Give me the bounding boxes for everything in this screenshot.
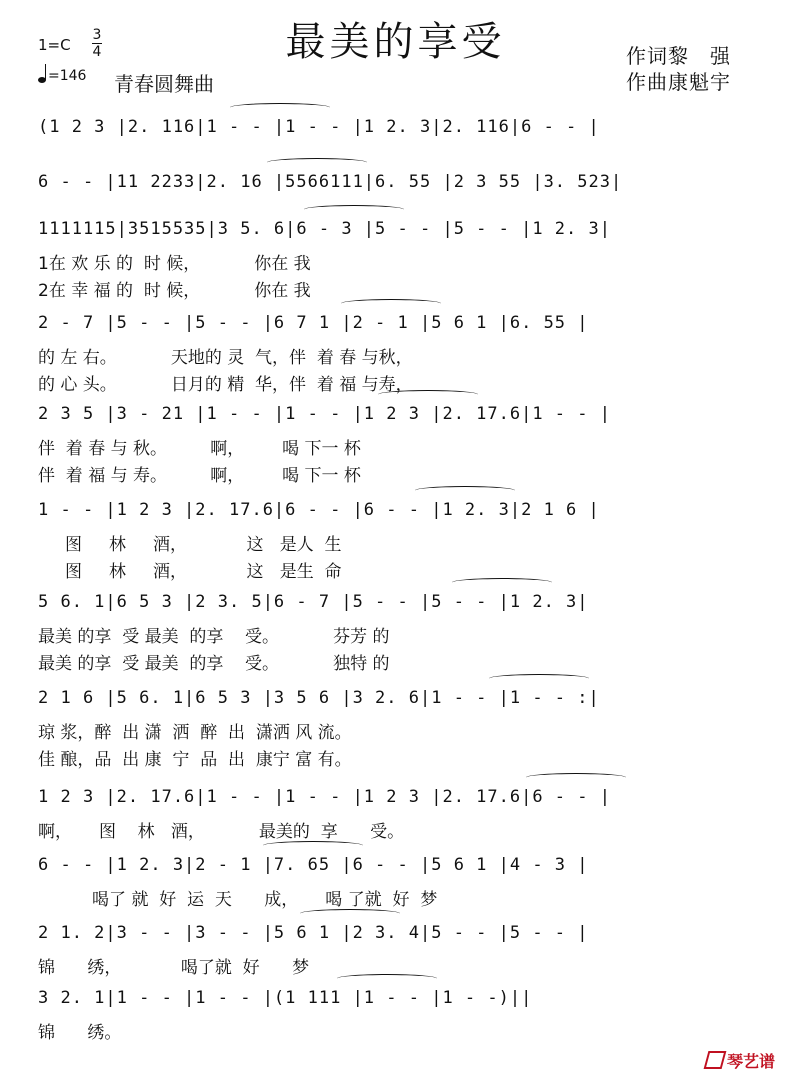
logo-icon xyxy=(704,1051,727,1069)
slur-mark xyxy=(489,674,589,683)
slur-mark xyxy=(267,158,367,167)
notation-row: 6 - - |11 2233|2. 16 |5566111|6. 55 |2 3 55 |3. 523| xyxy=(38,172,623,192)
notation-row: 2 - 7 |5 - - |5 - - |6 7 1 |2 - 1 |5 6 1 |6. 55 | xyxy=(38,313,589,333)
notation-row: 1 2 3 |2. 17.6|1 - - |1 - - |1 2 3 |2. 17.6|6 - - | xyxy=(38,787,611,807)
notation-row: 2 1 6 |5 6. 1|6 5 3 |3 5 6 |3 2. 6|1 - - |1 - - :| xyxy=(38,688,600,708)
lyric-line: 的 心 头。 日月的 精 华，伴 着 福 与寿， xyxy=(38,375,413,395)
lyric-line: 最美 的享 受 最美 的享 受。 独特 的 xyxy=(38,654,390,674)
song-title: 最美的享受 xyxy=(285,19,506,65)
style-label: 青春圆舞曲 xyxy=(114,72,214,96)
composer-credit: 作曲康魁宇 xyxy=(626,70,731,94)
slur-mark xyxy=(230,103,330,112)
lyric-line: 佳 酿，品 出 康 宁 品 出 康宁 富 有。 xyxy=(38,750,352,770)
notation-row: 1111115|3515535|3 5. 6|6 - 3 |5 - - |5 - - |1 2. 3| xyxy=(38,219,611,239)
lyric-line: 啊， 图 林 酒， 最美的 享 受。 xyxy=(38,822,405,842)
lyric-line: 喝了 就 好 运 天 成， 喝 了就 好 梦 xyxy=(38,890,438,910)
slur-mark xyxy=(300,909,400,918)
notation-row: 1 - - |1 2 3 |2. 17.6|6 - - |6 - - |1 2. 3|2 1 6 | xyxy=(38,500,600,520)
lyric-line: 伴 着 春 与 秋。 啊， 喝 下一 杯 xyxy=(38,439,361,459)
lyric-line: 2在 幸 福 的 时 候， 你在 我 xyxy=(38,281,311,301)
notation-row: 5 6. 1|6 5 3 |2 3. 5|6 - 7 |5 - - |5 - - |1 2. 3| xyxy=(38,592,589,612)
lyric-line: 图 林 酒， 这 是生 命 xyxy=(38,562,342,582)
lyric-line: 1在 欢 乐 的 时 候， 你在 我 xyxy=(38,254,311,274)
lyric-line: 锦 绣。 xyxy=(38,1023,122,1043)
lyric-line: 琼 浆，醉 出 潇 洒 醉 出 潇洒 风 流。 xyxy=(38,723,352,743)
time-sig-bottom: 4 xyxy=(92,44,102,60)
lyric-line: 最美 的享 受 最美 的享 受。 芬芳 的 xyxy=(38,627,390,647)
slur-mark xyxy=(452,578,552,587)
tempo-marking xyxy=(38,68,86,84)
lyric-line: 的 左 右。 天地的 灵 气，伴 着 春 与秋， xyxy=(38,348,413,368)
tempo-value: =146 xyxy=(48,68,87,84)
slur-mark xyxy=(337,974,437,983)
watermark-text: 琴艺谱 xyxy=(726,1052,775,1071)
lyric-line: 图 林 酒， 这 是人 生 xyxy=(38,535,342,555)
watermark-logo xyxy=(706,1049,775,1072)
notation-row: 3 2. 1|1 - - |1 - - |(1 111 |1 - - |1 - -)|| xyxy=(38,988,533,1008)
notation-row: (1 2 3 |2. 116|1 - - |1 - - |1 2. 3|2. 116|6 - - | xyxy=(38,117,600,137)
slur-mark xyxy=(378,390,478,399)
slur-mark xyxy=(263,841,363,850)
lyric-line: 伴 着 福 与 寿。 啊， 喝 下一 杯 xyxy=(38,466,361,486)
slur-mark xyxy=(341,299,441,308)
time-sig-top: 3 xyxy=(92,27,102,43)
quarter-note-icon xyxy=(38,77,46,83)
lyric-line: 锦 绣， 喝了就 好 梦 xyxy=(38,958,310,978)
slur-mark xyxy=(415,486,515,495)
time-signature xyxy=(92,28,102,59)
slur-mark xyxy=(526,773,626,782)
notation-row: 2 3 5 |3 - 21 |1 - - |1 - - |1 2 3 |2. 17.6|1 - - | xyxy=(38,404,611,424)
notation-row: 2 1. 2|3 - - |3 - - |5 6 1 |2 3. 4|5 - - |5 - - | xyxy=(38,923,589,943)
notation-row: 6 - - |1 2. 3|2 - 1 |7. 65 |6 - - |5 6 1 |4 - 3 | xyxy=(38,855,589,875)
slur-mark xyxy=(304,205,404,214)
key-signature: 1=C xyxy=(38,36,71,54)
lyricist-credit: 作词黎 强 xyxy=(626,44,731,68)
